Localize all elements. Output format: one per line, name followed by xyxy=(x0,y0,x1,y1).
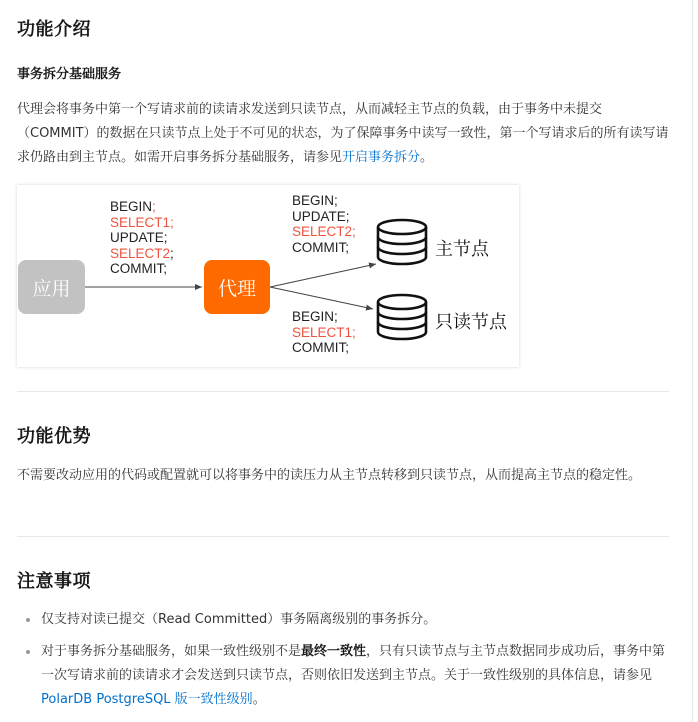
list-item: 对于事务拆分基础服务，如果一致性级别不是最终一致性，只有只读节点与主节点数据同步成功后，事务中第一次写请求前的读请求才会发送到只读节点，否则依旧发送到主节点。关于一致性级别的具体信息，请参见PolarDB PostgreSQL 版一致性级别。 xyxy=(17,640,669,712)
primary-node-label: 主节点 xyxy=(435,239,489,260)
bullet-icon xyxy=(26,618,30,622)
readonly-db-icon xyxy=(378,295,426,339)
proxy-box: 代理 xyxy=(204,260,270,314)
primary-sql-block: BEGIN; UPDATE; SELECT2; COMMIT; xyxy=(292,193,356,255)
notes-list xyxy=(17,608,669,720)
input-sql-block: BEGIN; SELECT1; UPDATE; SELECT2; COMMIT; xyxy=(110,199,174,276)
readonly-node-label: 只读节点 xyxy=(435,312,507,333)
advantages-paragraph: 不需要改动应用的代码或配置就可以将事务中的读压力从主节点转移到只读节点，从而提高主节点的稳定性。 xyxy=(17,468,642,483)
divider xyxy=(17,536,669,537)
list-item: 仅支持对读已提交（Read Committed）事务隔离级别的事务拆分。 xyxy=(17,608,669,632)
primary-db-icon xyxy=(378,220,426,264)
divider xyxy=(17,391,669,392)
section-title-intro: 功能介绍 xyxy=(17,19,91,40)
bullet-icon xyxy=(26,650,30,654)
app-box: 应用 xyxy=(18,260,85,314)
enable-split-link[interactable]: 开启事务拆分 xyxy=(342,150,421,165)
readonly-sql-block: BEGIN; SELECT1; COMMIT; xyxy=(292,309,356,355)
diagram-arrows xyxy=(17,185,519,367)
consistency-level-link[interactable]: PolarDB PostgreSQL 版一致性级别 xyxy=(41,692,253,707)
intro-paragraph: 代理会将事务中第一个写请求前的读请求发送到只读节点，从而减轻主节点的负载，由于事务中未提交（COMMIT）的数据在只读节点上处于不可见的状态，为了保障事务中读写一致性，第一个写请求后的所有读写请求仍路由到主节点。如需开启事务拆分基础服务，请参见开启事务拆分。 xyxy=(17,102,669,165)
transaction-split-diagram xyxy=(17,185,519,367)
section-title-advantages: 功能优势 xyxy=(17,426,91,447)
subsection-title-basic-service: 事务拆分基础服务 xyxy=(17,67,122,82)
section-title-notes: 注意事项 xyxy=(17,571,91,592)
page-right-border xyxy=(692,0,693,722)
